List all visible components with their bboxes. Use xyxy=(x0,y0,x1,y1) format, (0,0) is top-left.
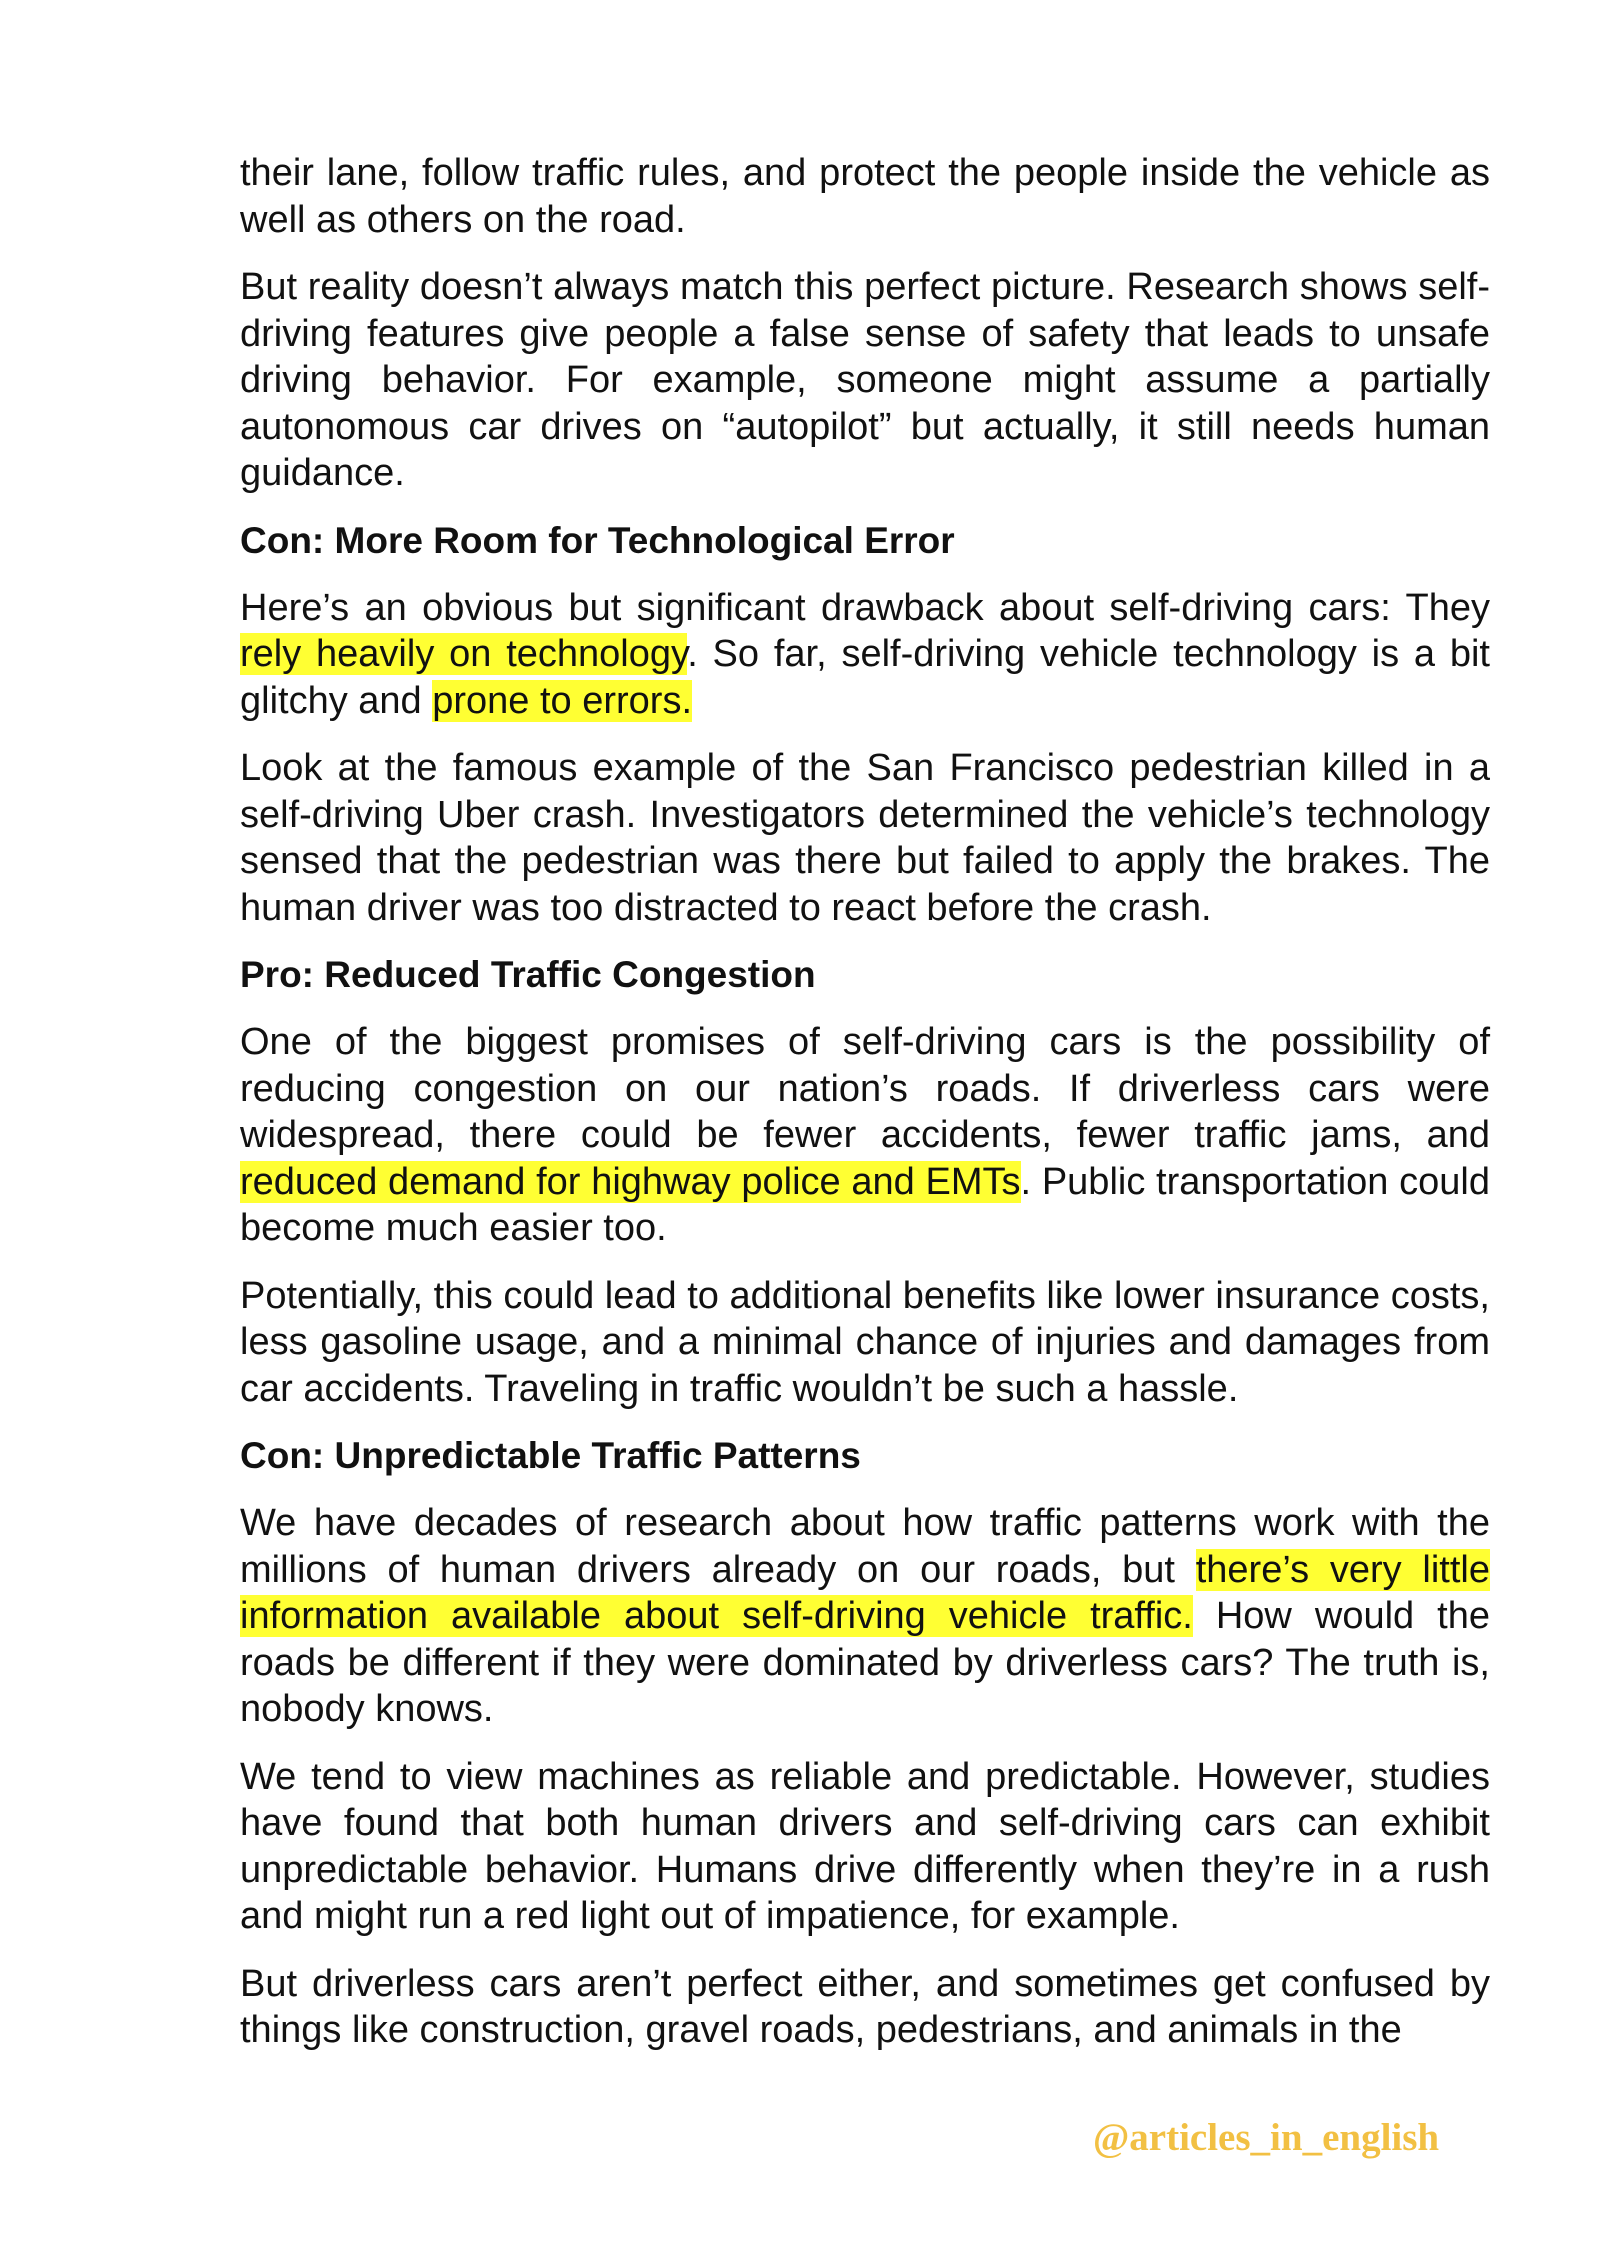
section-heading xyxy=(240,1433,1490,1479)
highlighted-text: rely heavily on technology xyxy=(240,633,688,675)
text-run: We have decades of research about how traffic patterns work with the millions of human drivers already on our roads, but xyxy=(240,1502,1490,1591)
paragraph xyxy=(240,585,1490,725)
text-run: Here’s an obvious but significant drawback about self-driving cars: They xyxy=(240,586,1490,629)
text-run: Con: Unpredictable Traffic Patterns xyxy=(240,1435,861,1476)
paragraph xyxy=(240,264,1490,497)
paragraph xyxy=(240,1273,1490,1413)
text-run: How would the roads be different if they were dominated by driverless cars? The truth is, nobody knows. xyxy=(240,1595,1490,1730)
paragraph xyxy=(240,150,1490,243)
text-run: We tend to view machines as reliable and predictable. However, studies have found that both human drivers and self-driving cars can exhibit unpredictable behavior. Humans drive differently when they’re in a rush and might run a red light out of impatience, for example. xyxy=(240,1755,1490,1937)
text-run: One of the biggest promises of self-driving cars is the possibility of reducing congestion on our nation’s roads. If driverless cars were widespread, there could be fewer accidents, fewer traffic jams, and xyxy=(240,1021,1490,1156)
text-run: Pro: Reduced Traffic Congestion xyxy=(240,954,816,995)
article-body xyxy=(240,150,1490,2075)
watermark-handle: @articles_in_english xyxy=(1093,2116,1440,2159)
paragraph xyxy=(240,745,1490,931)
highlighted-text: there’s very little information available about self-driving vehicle traffic. xyxy=(240,1548,1490,1637)
highlighted-text: prone to errors. xyxy=(432,679,693,722)
text-run: Con: More Room for Technological Error xyxy=(240,519,955,561)
text-run: But driverless cars aren’t perfect either, and sometimes get confused by things like construction, gravel roads, pedestrians, and animals in the xyxy=(240,1962,1490,2051)
text-run: . Public transportation could become much easier too. xyxy=(240,1160,1491,1249)
text-run: Look at the famous example of the San Francisco pedestrian killed in a self-driving Uber crash. Investigators determined the vehicle’s technology sensed that the pedestrian was there but failed to apply the brakes. The human driver was too distracted to react before the crash. xyxy=(240,747,1490,929)
section-heading xyxy=(240,518,1490,564)
paragraph xyxy=(240,1961,1490,2054)
text-run: Potentially, this could lead to additional benefits like lower insurance costs, less gasoline usage, and a minimal chance of injuries and damages from car accidents. Traveling in traffic wouldn’t be such a hassle. xyxy=(240,1274,1490,1410)
text-run: their lane, follow traffic rules, and protect the people inside the vehicle as well as others on the road. xyxy=(240,152,1490,241)
text-run: . So far, self-driving vehicle technology is a bit glitchy and xyxy=(240,633,1490,722)
text-run: But reality doesn’t always match this perfect picture. Research shows self-driving features give people a false sense of safety that leads to unsafe driving behavior. For example, someone might assume a partially autonomous car drives on “autopilot” but actually, it still needs human guidance. xyxy=(240,266,1490,494)
highlighted-text: reduced demand for highway police and EMTs xyxy=(240,1160,1021,1203)
section-heading xyxy=(240,952,1490,998)
paragraph xyxy=(240,1500,1490,1733)
paragraph xyxy=(240,1754,1490,1940)
paragraph xyxy=(240,1019,1490,1252)
